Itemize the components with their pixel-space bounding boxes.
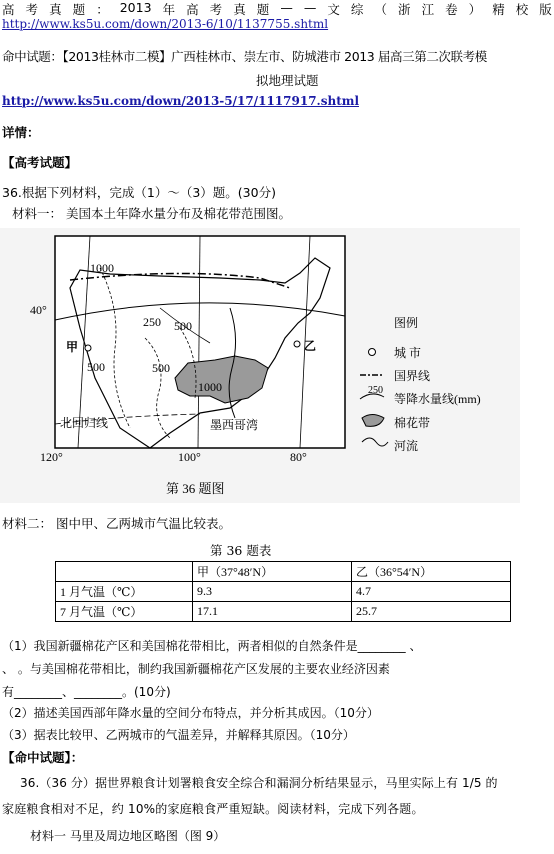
gulf-label: 墨西哥湾 [210,418,259,432]
lon-120-label: 120° [40,450,63,464]
us-precipitation-map [0,228,520,503]
isohyet-label: 1000 [198,380,222,394]
title-char: 考 [209,2,223,17]
title-char: 考 [25,2,39,17]
table-cell: 甲（37°48′N） [193,562,352,582]
isohyet-label: 250 [143,315,161,329]
isohyet-label: 500 [152,361,170,375]
city-yi-label: 乙 [304,339,317,353]
title-char: 真 [233,2,246,17]
title-char: 2013 [119,0,152,15]
table-cell: 4.7 [352,582,511,602]
sub-question-2: （2）描述美国西部年降水量的空间分布特点，并分析其成因。（10分） [2,706,379,720]
hit-question-line-1: 36.（36 分）据世界粮食计划署粮食安全综合和漏洞分析结果显示，马里实际上有 1/5 的 [20,776,498,790]
table-cell: 25.7 [352,602,511,622]
title-char: 高 [186,2,199,17]
sub-question-1a: （1）我国新疆棉花产区和美国棉花带相比，两者相似的自然条件是________ 、 [2,639,422,653]
title-char: 文 [327,2,340,17]
table-cell: 17.1 [193,602,352,622]
material-1: 材料一： 美国本土年降水量分布及棉花带范围图。 [12,206,291,221]
city-jia-label: 甲 [66,340,79,354]
map-graphic [0,228,520,503]
legend-title: 图例 [394,316,419,330]
table-caption: 第 36 题表 [210,543,272,558]
question-intro: 36.根据下列材料，完成（1）～（3）题。(30分) [2,185,276,200]
title-char: ） [468,2,482,17]
isohyet-label: 1000 [90,261,114,275]
table-cell: 7 月气温（℃） [56,602,193,622]
sub-question-1b: 、 。与美国棉花带相比，制约我国新疆棉花产区发展的主要农业经济因素 [2,662,390,676]
source-link[interactable]: http://www.ks5u.com/down/2013-5/17/1117917.shtml [2,94,359,108]
sub-question-3: （3）据表比较甲、乙两城市的气温差异，并解释其原因。（10分） [2,728,355,742]
title-char: 题 [72,2,86,17]
table-row [56,602,511,622]
isohyet-label: 500 [87,360,105,374]
title-char: 综 [350,2,364,17]
table-row [56,562,511,582]
source-line-1: 命中试题：【2013桂林市二模】广西桂林市、崇左市、防城港市 2013 届高三第二次联考模 [2,49,487,64]
title-char: 精 [492,2,505,17]
title-char: — [303,0,317,15]
title-char: 真 [49,2,62,17]
title-char: ： [96,2,109,17]
table-cell: 1 月气温（℃） [56,582,193,602]
title-char: 高 [2,2,15,17]
lon-80-label: 80° [290,450,307,464]
title-char: 卷 [445,2,458,17]
legend-cotton: 棉花带 [394,416,431,430]
gaokao-section-label: 【高考试题】 [2,155,78,170]
sub-question-1c: 有________、________。(10分) [2,685,171,699]
title-char: 年 [162,2,176,17]
hit-question-line-3: 材料一 马里及周边地区略图（图 9） [30,829,226,843]
gaokao-title [2,0,552,18]
lat-40-label: 40° [30,303,47,317]
legend-city: 城 市 [394,346,422,360]
hit-section-label: 【命中试题】： [2,750,84,765]
gaokao-link[interactable]: http://www.ks5u.com/down/2013-6/10/1137755.shtml [2,17,329,31]
legend-river: 河流 [394,439,419,453]
map-caption: 第 36 题图 [166,481,225,496]
legend-250: 250 [368,385,383,396]
title-char: （ [374,2,387,17]
legend-isohyet: 等降水量线(mm) [394,392,481,406]
lon-100-label: 100° [178,450,201,464]
source-line-2: 拟地理试题 [256,73,319,88]
temperature-table [55,561,511,622]
title-char: 版 [539,2,552,17]
tropic-label: 北回归线 [60,416,109,430]
details-label: 详情： [2,125,40,140]
material-2: 材料二： 图中甲、乙两城市气温比较表。 [2,516,231,531]
table-row [56,582,511,602]
table-cell: 9.3 [193,582,352,602]
table-cell [56,562,193,582]
title-char: 校 [515,2,529,17]
isohyet-label: 500 [174,319,192,333]
title-char: 浙 [398,2,411,17]
title-char: — [280,0,293,15]
hit-question-line-2: 家庭粮食相对不足，约 10%的家庭粮食严重短缺。阅读材料，完成下列各题。 [2,802,424,816]
legend-border: 国界线 [394,369,431,383]
title-char: 江 [421,2,435,17]
title-char: 题 [256,2,270,17]
table-cell: 乙（36°54′N） [352,562,511,582]
